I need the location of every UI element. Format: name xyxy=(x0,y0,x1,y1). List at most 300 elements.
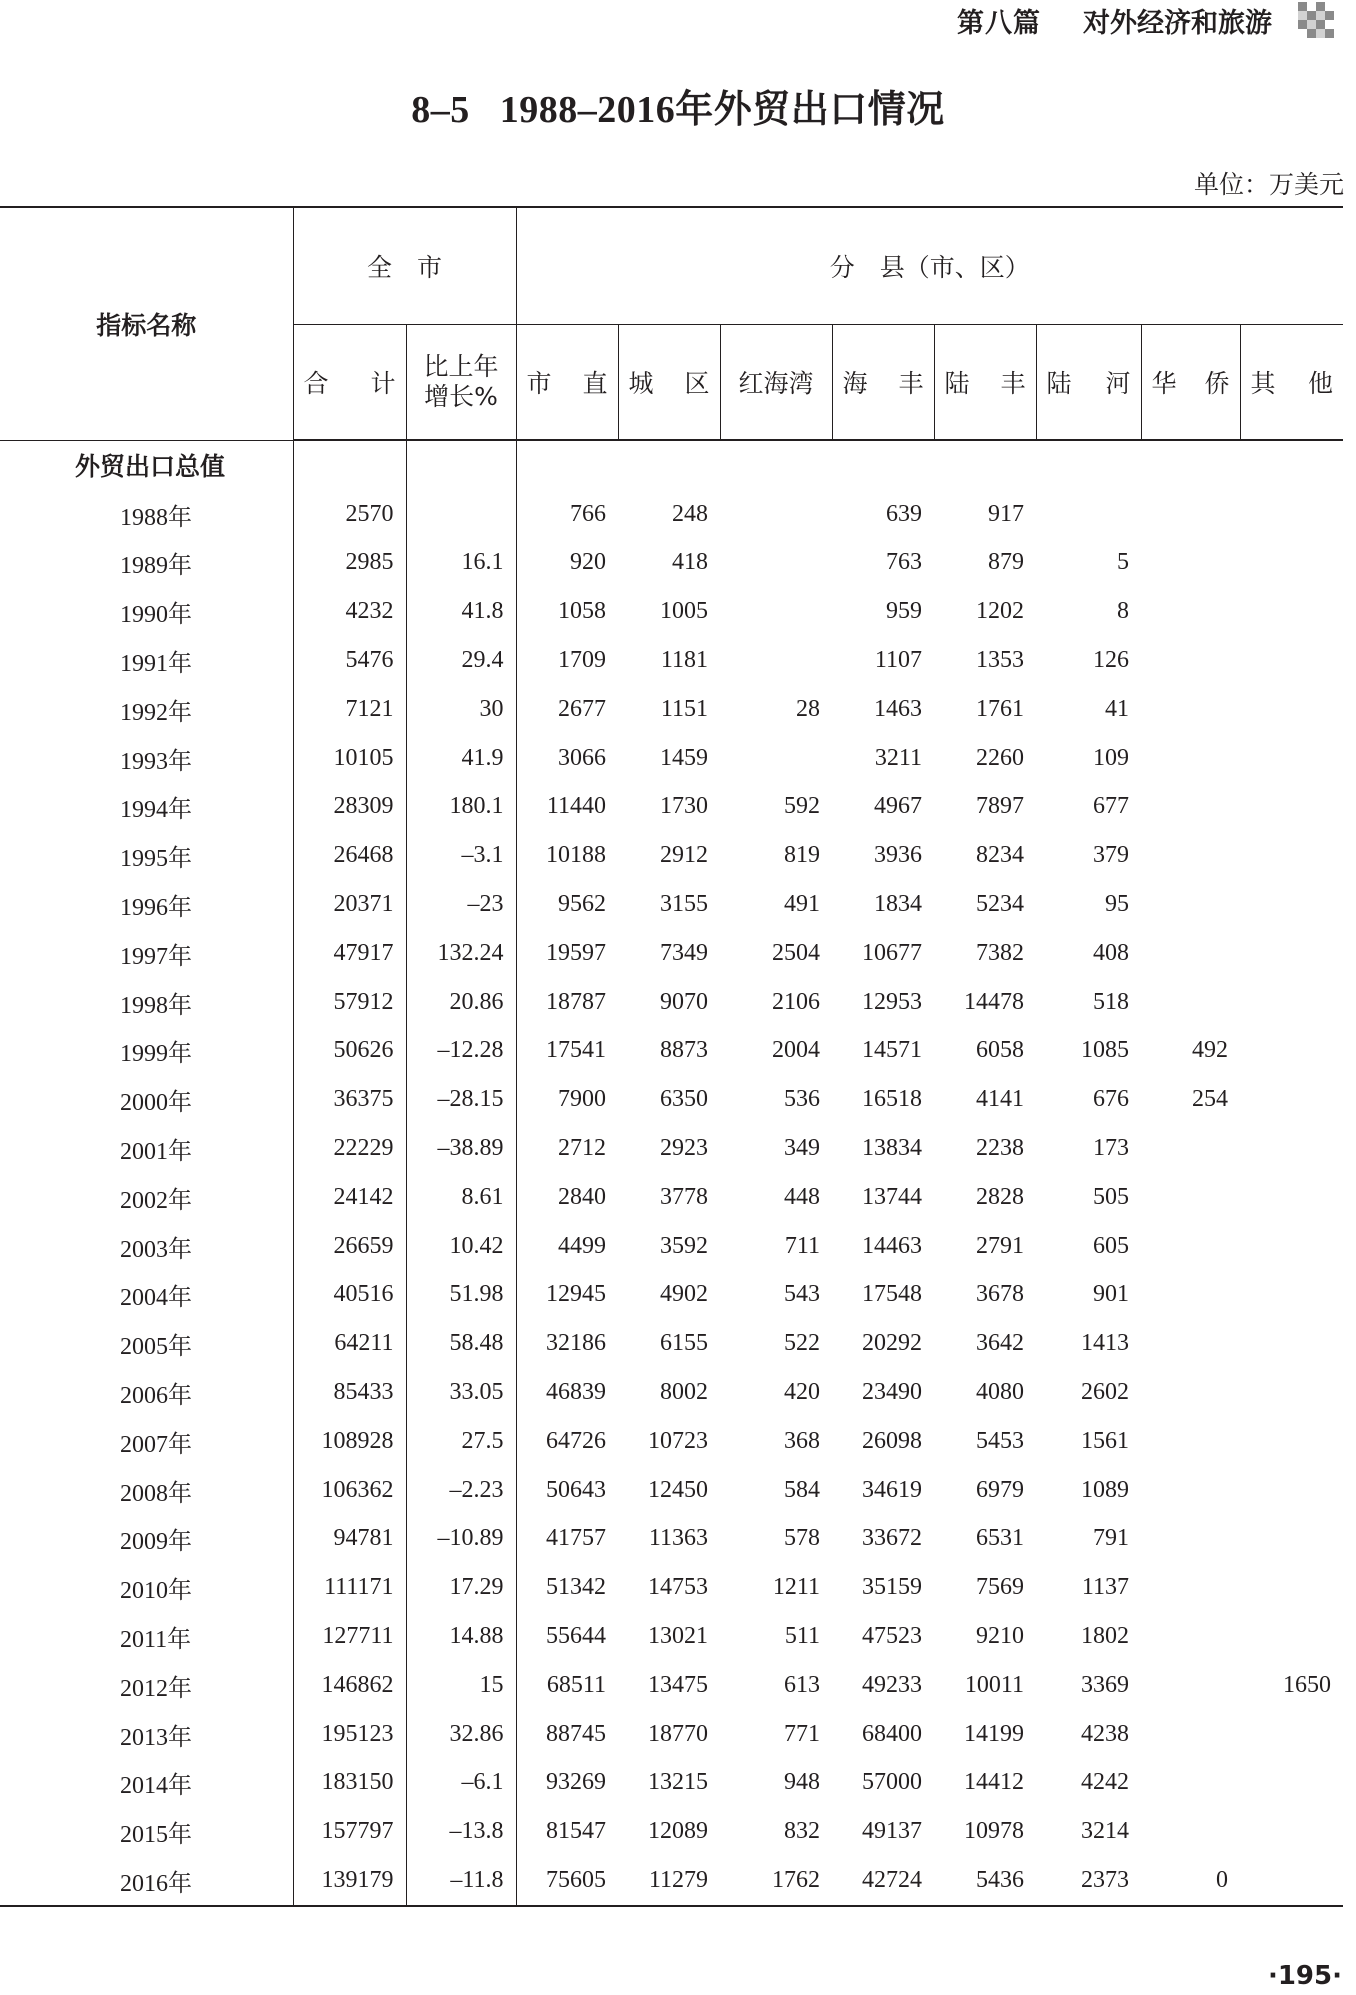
cell-huaqiao xyxy=(1141,1710,1240,1759)
col-total: 合 计 xyxy=(293,325,406,441)
cell-luhe: 1413 xyxy=(1081,1330,1130,1357)
cell-honghaiwan: 948 xyxy=(784,1769,821,1796)
checker-ornament-icon xyxy=(1298,2,1334,38)
cell-honghaiwan: 28 xyxy=(796,695,821,722)
cell-growth: 132.24 xyxy=(406,929,516,978)
cell-huaqiao xyxy=(1141,1661,1240,1710)
row-year: 2002年 xyxy=(120,1187,192,1214)
cell-growth: 180.1 xyxy=(406,783,516,832)
cell-total: 20371 xyxy=(293,880,406,929)
cell-total: 111171 xyxy=(293,1563,406,1612)
cell-total: 127711 xyxy=(293,1612,406,1661)
cell-total: 40516 xyxy=(293,1271,406,1320)
cell-chengqu: 6350 xyxy=(660,1086,709,1113)
cell-luhe: 4238 xyxy=(1081,1720,1130,1747)
cell-growth: –12.28 xyxy=(406,1027,516,1076)
cell-total: 183150 xyxy=(293,1759,406,1808)
cell-luhe: 2602 xyxy=(1081,1379,1130,1406)
table-body xyxy=(0,440,1343,1906)
cell-shizhi: 18787 xyxy=(516,978,618,1027)
cell-honghaiwan: 819 xyxy=(784,842,821,869)
cell-huaqiao xyxy=(1141,1515,1240,1564)
cell-chengqu: 8002 xyxy=(660,1379,709,1406)
table-row xyxy=(0,1466,1343,1515)
row-year: 1990年 xyxy=(120,602,192,629)
cell-lufeng: 10978 xyxy=(964,1818,1025,1845)
cell-luhe: 408 xyxy=(1093,939,1130,966)
cell-huaqiao xyxy=(1141,880,1240,929)
row-year: 1992年 xyxy=(120,699,192,726)
cell-haifeng: 33672 xyxy=(862,1525,923,1552)
cell-honghaiwan: 578 xyxy=(784,1525,821,1552)
cell-haifeng: 1834 xyxy=(874,891,923,918)
cell-growth xyxy=(406,490,516,539)
cell-shizhi: 1709 xyxy=(516,636,618,685)
cell-honghaiwan: 771 xyxy=(784,1720,821,1747)
cell-other xyxy=(1240,1807,1343,1856)
cell-luhe: 1137 xyxy=(1081,1574,1130,1601)
cell-lufeng: 1353 xyxy=(976,647,1025,674)
row-year: 2008年 xyxy=(120,1480,192,1507)
cell-total: 57912 xyxy=(293,978,406,1027)
cell-huaqiao xyxy=(1141,783,1240,832)
table-row xyxy=(0,1515,1343,1564)
cell-luhe: 791 xyxy=(1093,1525,1130,1552)
cell-growth: 30 xyxy=(406,685,516,734)
cell-shizhi: 12945 xyxy=(516,1271,618,1320)
cell-chengqu: 1181 xyxy=(660,647,709,674)
col-huaqiao: 华 侨 xyxy=(1141,325,1240,441)
cell-haifeng: 3936 xyxy=(874,842,923,869)
row-year: 2014年 xyxy=(120,1773,192,1800)
cell-shizhi: 75605 xyxy=(516,1856,618,1906)
cell-other xyxy=(1240,1612,1343,1661)
part-label: 第八篇 xyxy=(957,7,1041,39)
cell-shizhi: 19597 xyxy=(516,929,618,978)
cell-other xyxy=(1240,1368,1343,1417)
cell-total: 94781 xyxy=(293,1515,406,1564)
row-year: 1993年 xyxy=(120,748,192,775)
row-year: 2015年 xyxy=(120,1822,192,1849)
table-row xyxy=(0,1222,1343,1271)
table-row xyxy=(0,1563,1343,1612)
cell-total: 85433 xyxy=(293,1368,406,1417)
cell-total: 64211 xyxy=(293,1319,406,1368)
cell-haifeng: 959 xyxy=(886,598,923,625)
cell-haifeng: 49233 xyxy=(862,1671,923,1698)
cell-growth: 58.48 xyxy=(406,1319,516,1368)
table-row xyxy=(0,734,1343,783)
cell-luhe: 4242 xyxy=(1081,1769,1130,1796)
table-row xyxy=(0,1807,1343,1856)
cell-huaqiao xyxy=(1141,539,1240,588)
cell-other xyxy=(1240,1563,1343,1612)
cell-haifeng: 763 xyxy=(886,549,923,576)
cell-total: 139179 xyxy=(293,1856,406,1906)
cell-shizhi: 7900 xyxy=(516,1075,618,1124)
table-row xyxy=(0,1124,1343,1173)
cell-other xyxy=(1240,783,1343,832)
cell-growth: 33.05 xyxy=(406,1368,516,1417)
cell-haifeng: 13834 xyxy=(862,1135,923,1162)
cell-total: 10105 xyxy=(293,734,406,783)
cell-other xyxy=(1240,1027,1343,1076)
cell-lufeng: 7897 xyxy=(976,793,1025,820)
cell-shizhi: 41757 xyxy=(516,1515,618,1564)
cell-chengqu: 4902 xyxy=(660,1281,709,1308)
cell-shizhi: 11440 xyxy=(516,783,618,832)
cell-growth: 20.86 xyxy=(406,978,516,1027)
cell-honghaiwan: 1762 xyxy=(720,1856,832,1906)
row-year: 1998年 xyxy=(120,992,192,1019)
cell-growth: –38.89 xyxy=(406,1124,516,1173)
cell-huaqiao xyxy=(1141,1173,1240,1222)
cell-honghaiwan xyxy=(720,636,832,685)
cell-lufeng: 1202 xyxy=(976,598,1025,625)
cell-lufeng: 4141 xyxy=(976,1086,1025,1113)
cell-total: 4232 xyxy=(293,587,406,636)
cell-lufeng: 6058 xyxy=(976,1037,1025,1064)
cell-shizhi: 9562 xyxy=(516,880,618,929)
cell-chengqu: 1459 xyxy=(660,744,709,771)
export-table xyxy=(0,206,1343,1907)
cell-shizhi: 3066 xyxy=(516,734,618,783)
cell-growth: 41.8 xyxy=(406,587,516,636)
cell-huaqiao xyxy=(1141,1466,1240,1515)
cell-shizhi: 55644 xyxy=(516,1612,618,1661)
cell-other xyxy=(1240,831,1343,880)
row-year: 1994年 xyxy=(120,797,192,824)
section-label: 外贸出口总值 xyxy=(75,452,226,482)
row-year: 1999年 xyxy=(120,1041,192,1068)
cell-total: 106362 xyxy=(293,1466,406,1515)
row-year: 2004年 xyxy=(120,1285,192,1312)
row-year: 1995年 xyxy=(120,846,192,873)
cell-shizhi: 93269 xyxy=(516,1759,618,1808)
table-row xyxy=(0,929,1343,978)
cell-growth: 17.29 xyxy=(406,1563,516,1612)
cell-honghaiwan: 368 xyxy=(784,1427,821,1454)
cell-haifeng: 68400 xyxy=(862,1720,923,1747)
cell-growth: –13.8 xyxy=(406,1807,516,1856)
cell-shizhi: 17541 xyxy=(516,1027,618,1076)
cell-chengqu: 3592 xyxy=(660,1232,709,1259)
cell-chengqu: 18770 xyxy=(648,1720,709,1747)
cell-other xyxy=(1240,1271,1343,1320)
cell-honghaiwan xyxy=(720,587,832,636)
cell-huaqiao xyxy=(1141,1417,1240,1466)
cell-lufeng: 9210 xyxy=(976,1623,1025,1650)
col-shizhi: 市 直 xyxy=(516,325,618,441)
cell-haifeng: 20292 xyxy=(862,1330,923,1357)
table-row xyxy=(0,1710,1343,1759)
row-year: 2003年 xyxy=(120,1236,192,1263)
cell-huaqiao xyxy=(1141,1612,1240,1661)
cell-other xyxy=(1240,685,1343,734)
cell-luhe: 126 xyxy=(1093,647,1130,674)
table-row xyxy=(0,783,1343,832)
cell-shizhi: 64726 xyxy=(516,1417,618,1466)
cell-chengqu: 7349 xyxy=(660,939,709,966)
cell-haifeng: 49137 xyxy=(862,1818,923,1845)
cell-haifeng: 13744 xyxy=(862,1183,923,1210)
cell-honghaiwan: 2106 xyxy=(772,988,821,1015)
cell-luhe: 518 xyxy=(1093,988,1130,1015)
cell-other xyxy=(1240,1759,1343,1808)
cell-chengqu: 12089 xyxy=(648,1818,709,1845)
cell-growth: 16.1 xyxy=(406,539,516,588)
cell-honghaiwan xyxy=(720,490,832,539)
cell-total: 195123 xyxy=(293,1710,406,1759)
cell-lufeng: 879 xyxy=(988,549,1025,576)
cell-huaqiao xyxy=(1141,490,1240,539)
cell-luhe: 901 xyxy=(1093,1281,1130,1308)
cell-total: 36375 xyxy=(293,1075,406,1124)
cell-other xyxy=(1240,1124,1343,1173)
cell-haifeng: 12953 xyxy=(862,988,923,1015)
cell-huaqiao xyxy=(1141,1759,1240,1808)
cell-other xyxy=(1240,734,1343,783)
cell-chengqu: 2923 xyxy=(660,1135,709,1162)
cell-honghaiwan: 584 xyxy=(784,1476,821,1503)
cell-luhe: 505 xyxy=(1093,1183,1130,1210)
cell-luhe: 1802 xyxy=(1081,1623,1130,1650)
row-year: 2011年 xyxy=(120,1627,192,1654)
cell-total: 47917 xyxy=(293,929,406,978)
row-year: 2000年 xyxy=(120,1090,192,1117)
cell-huaqiao xyxy=(1141,587,1240,636)
cell-lufeng: 14478 xyxy=(964,988,1025,1015)
cell-growth: –3.1 xyxy=(406,831,516,880)
cell-huaqiao xyxy=(1141,1563,1240,1612)
running-head xyxy=(957,0,1334,40)
cell-huaqiao xyxy=(1141,1368,1240,1417)
section-row xyxy=(0,440,1343,490)
cell-haifeng: 35159 xyxy=(862,1574,923,1601)
cell-honghaiwan: 349 xyxy=(784,1135,821,1162)
cell-other xyxy=(1240,1856,1343,1906)
cell-haifeng: 47523 xyxy=(862,1623,923,1650)
unit-label: 单位：万美元 xyxy=(1193,170,1344,199)
cell-other xyxy=(1240,1222,1343,1271)
cell-total: 157797 xyxy=(293,1807,406,1856)
cell-growth: –2.23 xyxy=(406,1466,516,1515)
cell-lufeng: 2238 xyxy=(976,1135,1025,1162)
cell-total: 5476 xyxy=(293,636,406,685)
cell-other xyxy=(1240,539,1343,588)
cell-haifeng: 16518 xyxy=(862,1086,923,1113)
cell-growth: 51.98 xyxy=(406,1271,516,1320)
cell-other xyxy=(1240,1319,1343,1368)
cell-chengqu: 11279 xyxy=(618,1856,720,1906)
table-row xyxy=(0,685,1343,734)
cell-lufeng: 3642 xyxy=(976,1330,1025,1357)
cell-haifeng: 14463 xyxy=(862,1232,923,1259)
cell-other xyxy=(1240,929,1343,978)
cell-chengqu: 418 xyxy=(672,549,709,576)
row-year: 2001年 xyxy=(120,1139,192,1166)
cell-huaqiao xyxy=(1141,636,1240,685)
cell-luhe: 379 xyxy=(1093,842,1130,869)
cell-haifeng: 42724 xyxy=(832,1856,934,1906)
cell-total: 50626 xyxy=(293,1027,406,1076)
row-year: 2005年 xyxy=(120,1334,192,1361)
cell-lufeng: 14199 xyxy=(964,1720,1025,1747)
table-header xyxy=(0,207,1343,440)
cell-chengqu: 3778 xyxy=(660,1183,709,1210)
row-year: 2016年 xyxy=(0,1856,293,1906)
cell-lufeng: 8234 xyxy=(976,842,1025,869)
cell-growth: 29.4 xyxy=(406,636,516,685)
cell-honghaiwan: 448 xyxy=(784,1183,821,1210)
cell-lufeng: 2828 xyxy=(976,1183,1025,1210)
table-row xyxy=(0,1661,1343,1710)
cell-lufeng: 2791 xyxy=(976,1232,1025,1259)
cell-honghaiwan: 1211 xyxy=(772,1574,821,1601)
cell-growth: 8.61 xyxy=(406,1173,516,1222)
cell-shizhi: 2840 xyxy=(516,1173,618,1222)
cell-growth: –6.1 xyxy=(406,1759,516,1808)
cell-haifeng: 14571 xyxy=(862,1037,923,1064)
cell-luhe: 3369 xyxy=(1081,1671,1130,1698)
cell-luhe: 5 xyxy=(1117,549,1130,576)
cell-shizhi: 920 xyxy=(516,539,618,588)
cell-honghaiwan xyxy=(720,734,832,783)
cell-other xyxy=(1240,1466,1343,1515)
cell-lufeng: 14412 xyxy=(964,1769,1025,1796)
cell-luhe: 109 xyxy=(1093,744,1130,771)
table-row xyxy=(0,1173,1343,1222)
cell-other xyxy=(1240,490,1343,539)
cell-growth: 10.42 xyxy=(406,1222,516,1271)
cell-chengqu: 10723 xyxy=(648,1427,709,1454)
cell-shizhi: 2677 xyxy=(516,685,618,734)
cell-chengqu: 1151 xyxy=(660,695,709,722)
cell-lufeng: 2260 xyxy=(976,744,1025,771)
cell-shizhi: 766 xyxy=(516,490,618,539)
cell-growth: 27.5 xyxy=(406,1417,516,1466)
cell-huaqiao xyxy=(1141,1222,1240,1271)
table-title-text: 1988–2016年外贸出口情况 xyxy=(499,89,945,131)
cell-honghaiwan xyxy=(720,539,832,588)
cell-shizhi: 32186 xyxy=(516,1319,618,1368)
cell-honghaiwan: 420 xyxy=(784,1379,821,1406)
cell-honghaiwan: 491 xyxy=(784,891,821,918)
cell-honghaiwan: 511 xyxy=(784,1623,821,1650)
cell-other xyxy=(1240,1515,1343,1564)
cell-haifeng: 23490 xyxy=(862,1379,923,1406)
table-row xyxy=(0,831,1343,880)
cell-huaqiao xyxy=(1141,929,1240,978)
cell-honghaiwan: 522 xyxy=(784,1330,821,1357)
cell-luhe: 41 xyxy=(1105,695,1130,722)
cell-chengqu: 13475 xyxy=(648,1671,709,1698)
row-year: 1989年 xyxy=(120,553,192,580)
cell-other xyxy=(1240,978,1343,1027)
cell-haifeng: 10677 xyxy=(862,939,923,966)
cell-chengqu: 13021 xyxy=(648,1623,709,1650)
cell-huaqiao: 254 xyxy=(1192,1086,1229,1113)
cell-chengqu: 8873 xyxy=(660,1037,709,1064)
table-row xyxy=(0,1319,1343,1368)
cell-growth: 41.9 xyxy=(406,734,516,783)
cell-luhe: 605 xyxy=(1093,1232,1130,1259)
cell-haifeng: 3211 xyxy=(874,744,923,771)
cell-huaqiao xyxy=(1141,734,1240,783)
cell-chengqu: 1730 xyxy=(660,793,709,820)
table-row xyxy=(0,1759,1343,1808)
cell-chengqu: 14753 xyxy=(648,1574,709,1601)
cell-shizhi: 46839 xyxy=(516,1368,618,1417)
cell-chengqu: 12450 xyxy=(648,1476,709,1503)
table-row xyxy=(0,1856,1343,1906)
col-other: 其 他 xyxy=(1240,325,1343,441)
cell-lufeng: 7382 xyxy=(976,939,1025,966)
page-number: ·195· xyxy=(1267,1961,1342,1991)
cell-honghaiwan: 2004 xyxy=(772,1037,821,1064)
cell-honghaiwan: 832 xyxy=(784,1818,821,1845)
cell-other xyxy=(1240,1417,1343,1466)
row-year: 2013年 xyxy=(120,1724,192,1751)
cell-total: 24142 xyxy=(293,1173,406,1222)
cell-honghaiwan: 592 xyxy=(784,793,821,820)
cell-luhe xyxy=(1036,490,1141,539)
cell-haifeng: 1463 xyxy=(874,695,923,722)
chapter-label: 对外经济和旅游 xyxy=(1083,7,1272,39)
cell-other xyxy=(1240,880,1343,929)
cell-total: 26468 xyxy=(293,831,406,880)
cell-luhe: 2373 xyxy=(1036,1856,1141,1906)
cell-huaqiao xyxy=(1141,1319,1240,1368)
cell-total: 7121 xyxy=(293,685,406,734)
cell-lufeng: 1761 xyxy=(976,695,1025,722)
cell-honghaiwan: 543 xyxy=(784,1281,821,1308)
cell-shizhi: 81547 xyxy=(516,1807,618,1856)
cell-honghaiwan: 711 xyxy=(784,1232,821,1259)
col-haifeng: 海 丰 xyxy=(832,325,934,441)
cell-lufeng: 6531 xyxy=(976,1525,1025,1552)
indicator-header: 指标名称 xyxy=(0,207,293,440)
col-lufeng: 陆 丰 xyxy=(934,325,1036,441)
cell-lufeng: 917 xyxy=(988,500,1025,527)
table-number: 8–5 xyxy=(411,89,470,131)
table-row xyxy=(0,587,1343,636)
table-row xyxy=(0,1417,1343,1466)
cell-growth: –11.8 xyxy=(406,1856,516,1906)
cell-total: 26659 xyxy=(293,1222,406,1271)
cell-lufeng: 5234 xyxy=(976,891,1025,918)
table-title xyxy=(0,78,1356,133)
cell-huaqiao: 492 xyxy=(1192,1037,1229,1064)
cell-other xyxy=(1240,1710,1343,1759)
cell-chengqu: 9070 xyxy=(660,988,709,1015)
cell-other xyxy=(1240,1173,1343,1222)
cell-growth: 32.86 xyxy=(406,1710,516,1759)
cell-haifeng: 34619 xyxy=(862,1476,923,1503)
cell-chengqu: 2912 xyxy=(660,842,709,869)
cell-shizhi: 10188 xyxy=(516,831,618,880)
cell-other xyxy=(1240,636,1343,685)
cell-haifeng: 17548 xyxy=(862,1281,923,1308)
cell-growth: 14.88 xyxy=(406,1612,516,1661)
cell-chengqu: 13215 xyxy=(648,1769,709,1796)
cell-luhe: 8 xyxy=(1117,598,1130,625)
cell-honghaiwan: 536 xyxy=(784,1086,821,1113)
cell-growth: –23 xyxy=(406,880,516,929)
cell-total: 22229 xyxy=(293,1124,406,1173)
cell-huaqiao xyxy=(1141,1271,1240,1320)
row-year: 1996年 xyxy=(120,895,192,922)
